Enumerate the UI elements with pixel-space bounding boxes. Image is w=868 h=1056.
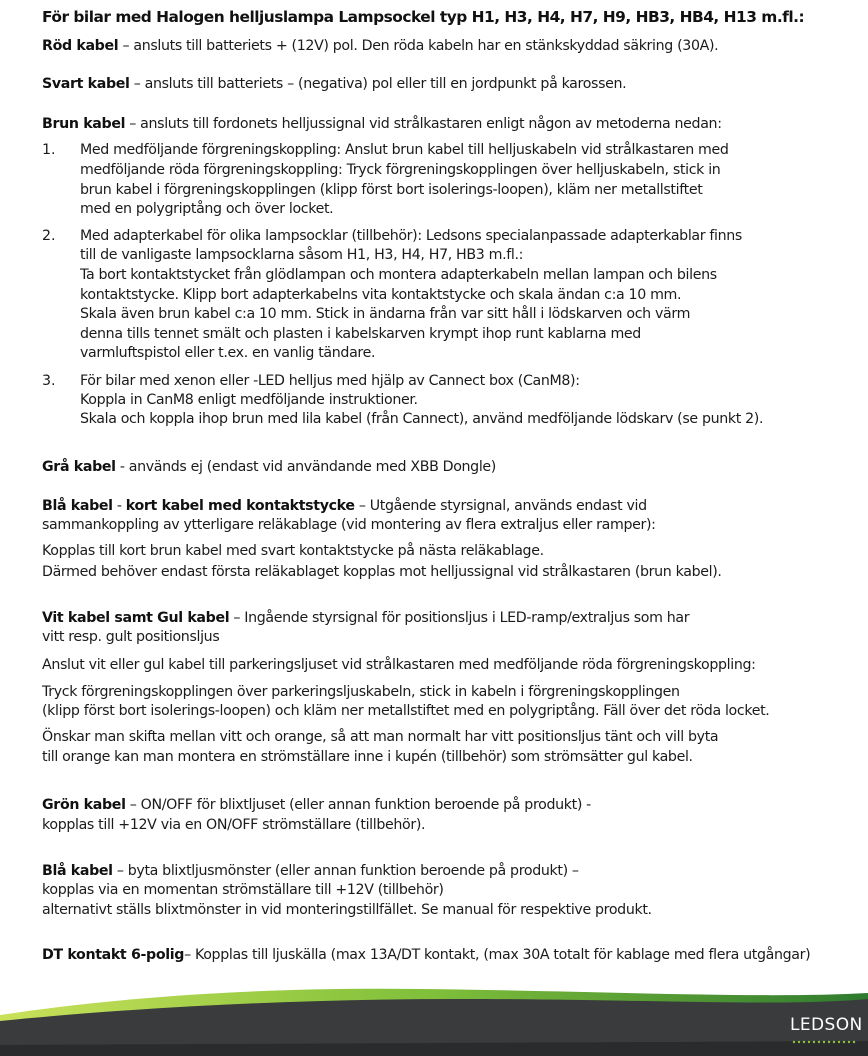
list-item-line: Koppla in CanM8 enligt medföljande instruktioner. [80, 392, 418, 408]
dt-connector-label: DT kontakt 6-polig [42, 947, 185, 963]
dt-connector-line [42, 945, 810, 965]
ledson-logo [790, 1015, 866, 1045]
red-cable-text: – ansluts till batteriets + (12V) pol. Den röda kabeln har en stänkskyddad säkring (30A). [118, 38, 719, 54]
brown-cable-label: Brun kabel [42, 116, 126, 132]
list-item-line: med en polygriptång och över locket. [80, 201, 334, 217]
text-line: Anslut vit eller gul kabel till parkeringsljuset vid strålkastaren med medföljande röda förgreningskoppling: [42, 657, 756, 673]
black-cable-label: Svart kabel [42, 76, 130, 92]
list-item-line: Med medföljande förgreningskoppling: Anslut brun kabel till helljuskabeln vid strålkastaren med [80, 142, 729, 158]
blue-cable-2-text: – byta blixtljusmönster (eller annan funktion beroende på produkt) – [112, 863, 579, 879]
grey-cable-text: - används ej (endast vid användande med XBB Dongle) [115, 459, 496, 475]
red-cable-label: Röd kabel [42, 38, 119, 54]
green-cable-line [42, 795, 591, 815]
blue-cable-2-line [42, 861, 579, 881]
list-number: 3. [42, 373, 56, 389]
text-line: alternativt ställs blixtmönster in vid monteringstillfället. Se manual för respektive produkt. [42, 902, 652, 918]
logo-dots-icon [792, 1040, 864, 1044]
list-number: 1. [42, 142, 56, 158]
list-item-line: Ta bort kontaktstycket från glödlampan och montera adapterkabeln mellan lampan och bilens [80, 267, 717, 283]
blue-cable-label: Blå kabel [42, 498, 113, 514]
list-item-line: till de vanligaste lampsocklarna såsom H1, H3, H4, H7, HB3 m.fl.: [80, 247, 524, 263]
text-line: kopplas via en momentan strömställare till +12V (tillbehör) [42, 882, 444, 898]
white-yellow-cable-line [42, 608, 689, 628]
black-cable-text: – ansluts till batteriets – (negativa) pol eller till en jordpunkt på karossen. [129, 76, 627, 92]
list-item-line: För bilar med xenon eller -LED helljus med hjälp av Cannect box (CanM8): [80, 373, 580, 389]
list-item-line: denna tills tennet smält och plasten i kabelskarven krympt ihop runt kablarna med [80, 326, 641, 342]
ledson-logo-text: LEDSON [790, 1015, 863, 1035]
blue-cable-separator: - [112, 498, 126, 514]
blue-cable-2-label: Blå kabel [42, 863, 113, 879]
grey-cable-line [42, 457, 496, 477]
text-line: till orange kan man montera en strömställare inne i kupén (tillbehör) som strömsätter gul kabel. [42, 749, 693, 765]
list-item-line: brun kabel i förgreningskopplingen (klipp först bort isolerings-loopen), kläm ner metallstiftet [80, 182, 703, 198]
list-item-line: Skala även brun kabel c:a 10 mm. Stick in ändarna från var sitt håll i lödskarven och värm [80, 306, 691, 322]
white-yellow-cable-text: – Ingående styrsignal för positionsljus i LED-ramp/extraljus som har [229, 610, 690, 626]
black-cable-line [42, 74, 626, 94]
red-cable-line [42, 36, 718, 56]
green-cable-text: – ON/OFF för blixtljuset (eller annan funktion beroende på produkt) - [125, 797, 591, 813]
text-line: Tryck förgreningskopplingen över parkeringsljuskabeln, stick in kabeln i förgreningskopplingen [42, 684, 680, 700]
list-item-line: varmluftspistol eller t.ex. en vanlig tändare. [80, 345, 376, 361]
text-line: kopplas till +12V via en ON/OFF strömställare (tillbehör). [42, 817, 426, 833]
list-item-line: Skala och koppla ihop brun med lila kabel (från Cannect), använd medföljande lödskarv (se punkt 2). [80, 411, 764, 427]
text-line: sammankoppling av ytterligare reläkablage (vid montering av flera extraljus eller ramper): [42, 517, 656, 533]
list-item-line: medföljande röda förgreningskoppling: Tryck förgreningskopplingen över helljuskabeln, stick in [80, 162, 721, 178]
footer-band [0, 985, 868, 1056]
text-line: vitt resp. gult positionsljus [42, 629, 220, 645]
blue-cable-sublabel: kort kabel med kontaktstycke [125, 498, 355, 514]
grey-cable-label: Grå kabel [42, 459, 116, 475]
text-line: Därmed behöver endast första reläkablaget kopplas mot helljussignal vid strålkastaren (brun kabel). [42, 564, 722, 580]
page-title: För bilar med Halogen helljuslampa Lampsockel typ H1, H3, H4, H7, H9, HB3, HB4, H13 m.fl.: [42, 8, 805, 26]
green-cable-label: Grön kabel [42, 797, 126, 813]
blue-cable-text: – Utgående styrsignal, används endast vid [354, 498, 647, 514]
brown-cable-text: – ansluts till fordonets helljussignal vid strålkastaren enligt någon av metoderna nedan: [125, 116, 722, 132]
brown-cable-line [42, 114, 722, 134]
list-item-line: kontaktstycke. Klipp bort adapterkabelns vita kontaktstycke och skala ändan c:a 10 mm. [80, 287, 682, 303]
text-line: Kopplas till kort brun kabel med svart kontaktstycke på nästa reläkablage. [42, 543, 544, 559]
dt-connector-text: – Kopplas till ljuskälla (max 13A/DT kontakt, (max 30A totalt för kablage med flera utgångar) [184, 947, 811, 963]
text-line: Önskar man skifta mellan vitt och orange, så att man normalt har vitt positionsljus tänt och vill byta [42, 729, 719, 745]
blue-cable-line [42, 496, 647, 516]
white-yellow-cable-label: Vit kabel samt Gul kabel [42, 610, 230, 626]
list-number: 2. [42, 228, 56, 244]
list-item-line: Med adapterkabel för olika lampsocklar (tillbehör): Ledsons specialanpassade adapterkablar finns [80, 228, 742, 244]
text-line: (klipp först bort isolerings-loopen) och kläm ner metallstiftet med en polygriptång. Fäll över det röda locket. [42, 703, 770, 719]
